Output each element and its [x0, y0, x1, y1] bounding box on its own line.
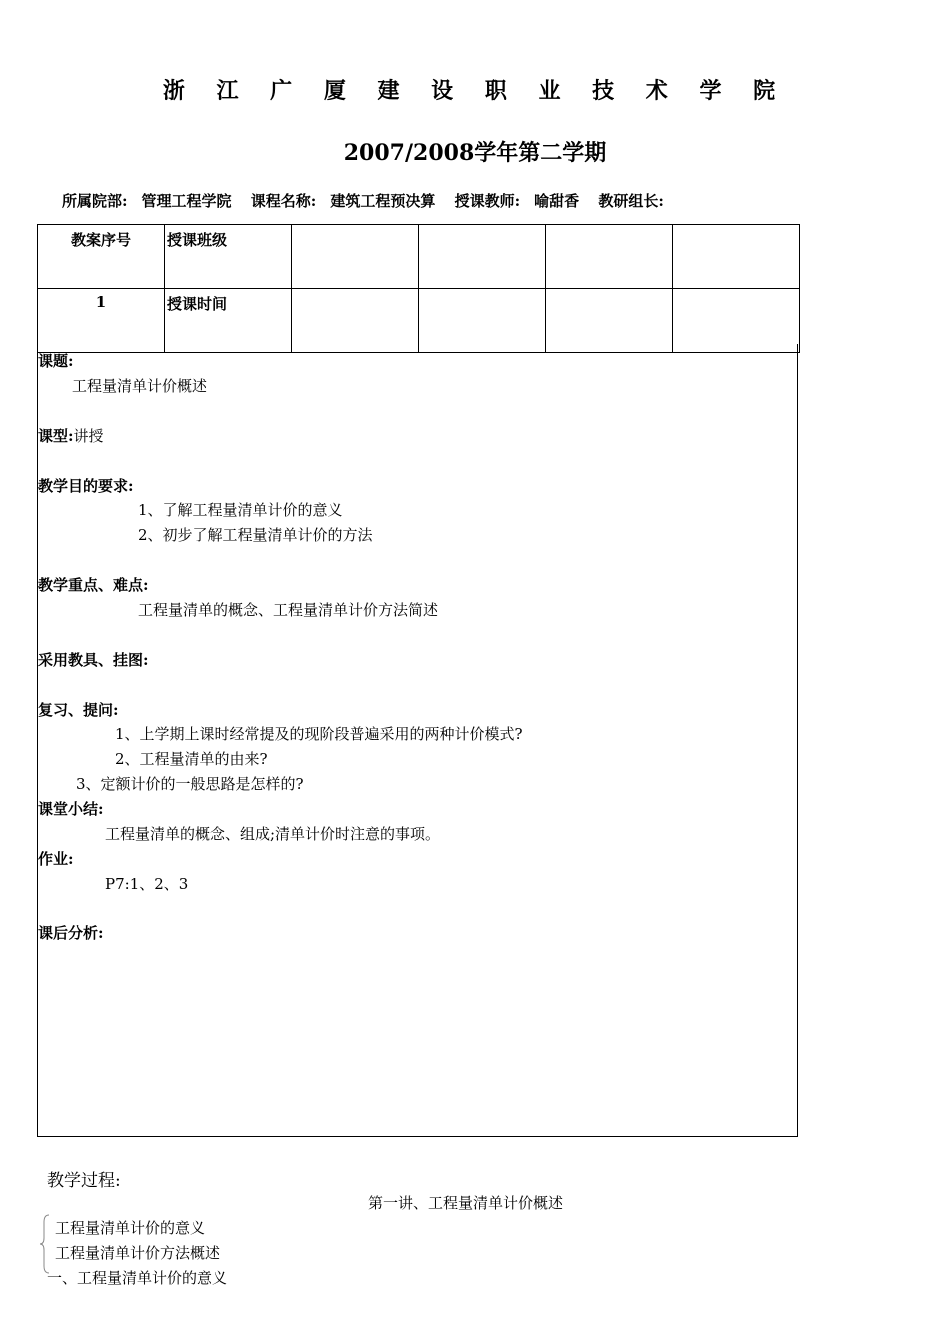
empty-cell — [419, 289, 546, 353]
table-row — [38, 225, 800, 289]
outline-item: 工程量清单计价的意义 — [55, 1219, 206, 1237]
type-value: 讲授 — [73, 427, 104, 445]
tools-label: 采用教具、挂图: — [38, 651, 149, 669]
serial-label-cell: 教案序号 — [38, 225, 165, 289]
table-row — [38, 289, 800, 353]
type-label: 课型: — [38, 427, 74, 445]
term-title: 2007/2008学年第二学期 — [343, 140, 607, 166]
course-value: 建筑工程预决算 — [330, 192, 436, 210]
empty-cell — [673, 225, 800, 289]
key-points-label: 教学重点、难点: — [38, 576, 149, 594]
class-label-cell: 授课班级 — [165, 225, 292, 289]
empty-cell — [292, 289, 419, 353]
review-item: 1、上学期上课时经常提及的现阶段普遍采用的两种计价模式? — [115, 725, 523, 743]
section-heading: 一、工程量清单计价的意义 — [47, 1269, 228, 1287]
outline-item: 工程量清单计价方法概述 — [55, 1244, 221, 1262]
summary-value: 工程量清单的概念、组成;清单计价时注意的事项。 — [105, 825, 441, 843]
school-title: 浙 江 广 厦 建 设 职 业 技 术 学 院 — [162, 78, 788, 104]
empty-cell — [546, 225, 673, 289]
group-leader-label: 教研组长: — [598, 192, 664, 210]
review-item: 2、工程量清单的由来? — [115, 750, 268, 768]
homework-label: 作业: — [38, 850, 74, 868]
after-class-analysis-label: 课后分析: — [38, 924, 104, 942]
course-info-line — [62, 190, 678, 211]
empty-cell — [673, 289, 800, 353]
teacher-label: 授课教师: — [454, 192, 521, 210]
process-label: 教学过程: — [47, 1171, 121, 1191]
topic-label: 课题: — [38, 352, 74, 370]
lesson-type-line — [38, 425, 104, 446]
summary-label: 课堂小结: — [38, 800, 104, 818]
lecture-title: 第一讲、工程量清单计价概述 — [368, 1194, 564, 1212]
serial-value-cell: 1 — [38, 289, 165, 353]
review-label: 复习、提问: — [38, 701, 119, 719]
dept-label: 所属院部: — [62, 192, 128, 210]
homework-value: P7:1、2、3 — [105, 875, 189, 893]
dept-value: 管理工程学院 — [141, 192, 232, 210]
empty-cell — [292, 225, 419, 289]
goal-item: 2、初步了解工程量清单计价的方法 — [138, 526, 373, 544]
course-label: 课程名称: — [250, 192, 317, 210]
teacher-value: 喻甜香 — [534, 192, 580, 210]
empty-cell — [546, 289, 673, 353]
review-item: 3、定额计价的一般思路是怎样的? — [76, 775, 304, 793]
empty-cell — [419, 225, 546, 289]
topic-value: 工程量清单计价概述 — [72, 377, 208, 395]
header-table — [37, 224, 800, 353]
goal-item: 1、了解工程量清单计价的意义 — [138, 501, 343, 519]
key-points-value: 工程量清单的概念、工程量清单计价方法简述 — [138, 601, 439, 619]
time-label-cell: 授课时间 — [165, 289, 292, 353]
left-brace-icon — [40, 1214, 50, 1274]
goal-label: 教学目的要求: — [38, 477, 134, 495]
